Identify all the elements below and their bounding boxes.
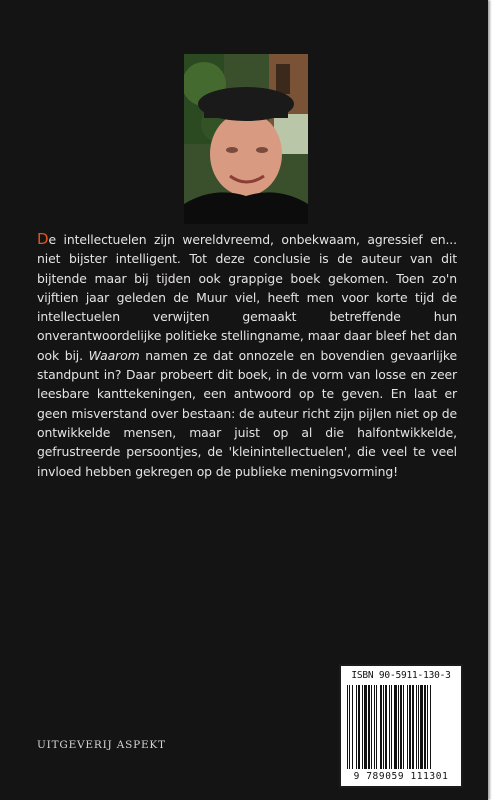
author-photo xyxy=(184,54,308,224)
publisher-name: UITGEVERIJ ASPEKT xyxy=(37,739,166,751)
barcode-bars xyxy=(347,685,455,769)
barcode-digits: 9 789059 111301 xyxy=(353,771,449,782)
blurb-dropcap: D xyxy=(37,230,49,248)
blurb-part-1: e intellectuelen zijn wereldvreemd, onbekwaam, agressief en... niet bijster intelligent. Tot deze conclusie is de auteur van dit bijtende maar bij tijden ook grappige boek gekomen. Toen zo'n vijftien jaar geleden de Muur viel, heeft men voor korte tijd de intellectuelen verwijten gemaakt betreffende hun onverantwoordelijke politieke stellingname, maar daar bleef het dan ook bij. xyxy=(37,232,457,363)
barcode-box xyxy=(339,664,463,788)
blurb-emphasis: Waarom xyxy=(88,347,140,363)
blurb-part-2: namen ze dat onnozele en bovendien gevaarlijke standpunt in? Daar probeert dit boek, in de vorm van losse en zeer leesbare kanttekeningen, een antwoord op te geven. En laat er geen misverstand over bestaan: de auteur richt zijn pijlen niet op de ontwikkelde mensen, maar juist op al die halfontwikkelde, gefrustreerde persoontjes, de 'kleinintellectuelen', die veel te veel invloed hebben gekregen op de publieke meningsvorming! xyxy=(37,347,457,479)
blurb-text xyxy=(37,230,457,481)
isbn-label: ISBN 90-5911-130-3 xyxy=(351,670,451,681)
